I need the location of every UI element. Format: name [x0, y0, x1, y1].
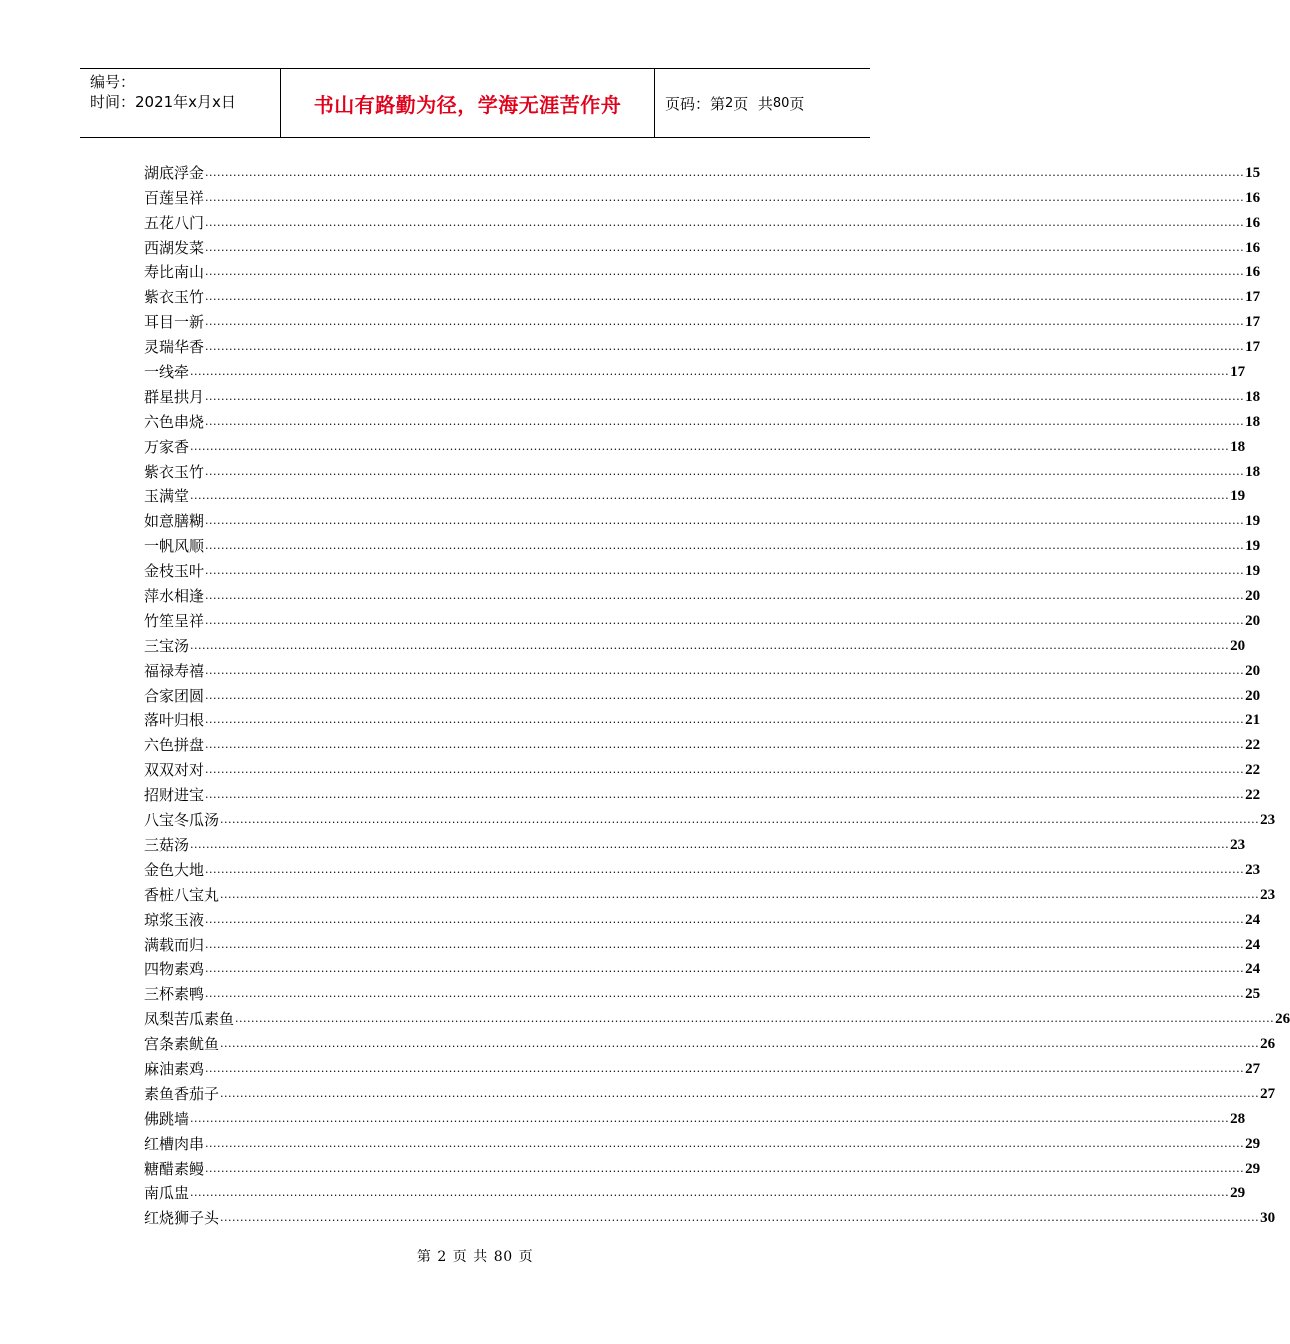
- toc-entry-page: 23: [1245, 861, 1261, 878]
- toc-dot-leader: ....................................................................................................................................................................................................................................................................: [205, 539, 1245, 553]
- toc-entry-title: 三菇汤: [144, 835, 190, 854]
- toc-entry[interactable]: [144, 980, 1261, 1005]
- footer-total-label: 共: [473, 1249, 488, 1265]
- toc-entry-page: 19: [1230, 488, 1246, 505]
- toc-entry-title: 金色大地: [144, 860, 205, 879]
- toc-entry-title: 一帆风顺: [144, 537, 205, 556]
- toc-entry[interactable]: [144, 931, 1261, 956]
- toc-entry-title: 宫条素鱿鱼: [144, 1035, 220, 1054]
- toc-entry-title: 竹笙呈祥: [144, 611, 205, 630]
- toc-entry-page: 23: [1230, 836, 1246, 853]
- toc-entry-title: 素鱼香茄子: [144, 1084, 220, 1103]
- toc-dot-leader: ....................................................................................................................................................................................................................................................................: [205, 688, 1245, 702]
- toc-entry-title: 麻油素鸡: [144, 1059, 205, 1078]
- toc-dot-leader: ....................................................................................................................................................................................................................................................................: [205, 165, 1245, 179]
- toc-entry-page: 23: [1260, 812, 1276, 829]
- toc-entry-page: 18: [1245, 463, 1261, 480]
- footer-suffix: 页: [518, 1249, 534, 1265]
- toc-entry-page: 16: [1245, 214, 1261, 231]
- toc-dot-leader: ....................................................................................................................................................................................................................................................................: [205, 912, 1245, 926]
- toc-entry[interactable]: [144, 408, 1261, 433]
- toc-entry[interactable]: [144, 1055, 1261, 1080]
- toc-entry-page: 21: [1245, 712, 1261, 729]
- footer-page-number: 2: [437, 1249, 447, 1265]
- toc-entry-title: 群星拱月: [144, 387, 205, 406]
- toc-dot-leader: ....................................................................................................................................................................................................................................................................: [205, 190, 1245, 204]
- toc-dot-leader: ....................................................................................................................................................................................................................................................................: [205, 788, 1245, 802]
- toc-dot-leader: ....................................................................................................................................................................................................................................................................: [205, 215, 1245, 229]
- toc-entry-title: 金枝玉叶: [144, 562, 205, 581]
- toc-dot-leader: ....................................................................................................................................................................................................................................................................: [205, 1161, 1245, 1175]
- toc-entry-page: 29: [1245, 1135, 1261, 1152]
- toc-entry-page: 19: [1245, 538, 1261, 555]
- header-page-mid: 页 共: [733, 94, 773, 113]
- toc-entry[interactable]: [144, 483, 1246, 508]
- toc-entry-page: 20: [1245, 588, 1261, 605]
- toc-entry[interactable]: [144, 657, 1261, 682]
- toc-dot-leader: ....................................................................................................................................................................................................................................................................: [205, 564, 1245, 578]
- toc-entry-page: 27: [1260, 1085, 1276, 1102]
- toc-entry-page: 18: [1245, 388, 1261, 405]
- toc-entry-title: 紫衣玉竹: [144, 462, 205, 481]
- toc-dot-leader: ....................................................................................................................................................................................................................................................................: [220, 1086, 1260, 1100]
- toc-dot-leader: ....................................................................................................................................................................................................................................................................: [205, 1061, 1245, 1075]
- toc-entry-title: 百莲呈祥: [144, 188, 205, 207]
- toc-dot-leader: ....................................................................................................................................................................................................................................................................: [235, 1012, 1275, 1026]
- toc-entry-page: 24: [1245, 961, 1261, 978]
- toc-entry-title: 福禄寿禧: [144, 661, 205, 680]
- toc-entry-page: 28: [1230, 1110, 1246, 1127]
- toc-entry-page: 26: [1275, 1011, 1290, 1028]
- toc-entry-page: 18: [1230, 438, 1246, 455]
- toc-entry-page: 30: [1260, 1210, 1276, 1227]
- toc-entry-title: 湖底浮金: [144, 163, 205, 182]
- toc-entry[interactable]: [144, 756, 1261, 781]
- toc-dot-leader: ....................................................................................................................................................................................................................................................................: [205, 589, 1245, 603]
- toc-dot-leader: ....................................................................................................................................................................................................................................................................: [205, 464, 1245, 478]
- toc-entry-title: 香桩八宝丸: [144, 885, 220, 904]
- toc-entry-title: 寿比南山: [144, 263, 205, 282]
- toc-entry[interactable]: [144, 1155, 1261, 1180]
- toc-entry[interactable]: [144, 956, 1261, 981]
- toc-dot-leader: ....................................................................................................................................................................................................................................................................: [205, 414, 1245, 428]
- toc-entry-title: 一线牵: [144, 363, 190, 382]
- toc-dot-leader: ....................................................................................................................................................................................................................................................................: [205, 265, 1245, 279]
- header-info-cell: [80, 69, 281, 137]
- toc-dot-leader: ....................................................................................................................................................................................................................................................................: [205, 290, 1245, 304]
- header-motto: 书山有路勤为径，学海无涯苦作舟: [313, 92, 622, 117]
- toc-dot-leader: ....................................................................................................................................................................................................................................................................: [205, 987, 1245, 1001]
- header-total-pages: 80: [772, 95, 790, 111]
- toc-dot-leader: ....................................................................................................................................................................................................................................................................: [190, 1111, 1230, 1125]
- toc-entry[interactable]: [144, 582, 1261, 607]
- header-page-label: 页码：第: [665, 94, 726, 113]
- footer-total: 80: [493, 1249, 513, 1265]
- toc-entry-title: 招财进宝: [144, 786, 205, 805]
- toc-dot-leader: ....................................................................................................................................................................................................................................................................: [220, 887, 1260, 901]
- toc-entry-page: 15: [1245, 164, 1261, 181]
- toc-entry-title: 佛跳墙: [144, 1109, 190, 1128]
- page-footer: [0, 1246, 950, 1266]
- document-date-label: 时间：2021年x月x日: [90, 93, 236, 111]
- toc-entry-title: 红烧狮子头: [144, 1209, 220, 1228]
- toc-entry[interactable]: [144, 283, 1261, 308]
- toc-entry[interactable]: [144, 881, 1276, 906]
- toc-entry-page: 16: [1245, 239, 1261, 256]
- toc-entry-page: 16: [1245, 264, 1261, 281]
- toc-entry[interactable]: [144, 856, 1261, 881]
- footer-prefix: 第: [416, 1249, 432, 1265]
- toc-entry[interactable]: [144, 383, 1261, 408]
- toc-entry[interactable]: [144, 433, 1246, 458]
- toc-entry-title: 八宝冬瓜汤: [144, 811, 220, 830]
- toc-dot-leader: ....................................................................................................................................................................................................................................................................: [205, 1136, 1245, 1150]
- toc-entry[interactable]: [144, 333, 1261, 358]
- toc-entry-page: 29: [1245, 1160, 1261, 1177]
- toc-dot-leader: ....................................................................................................................................................................................................................................................................: [205, 389, 1245, 403]
- toc-entry-title: 糖醋素鳗: [144, 1159, 205, 1178]
- toc-entry-title: 玉满堂: [144, 487, 190, 506]
- toc-entry[interactable]: [144, 308, 1261, 333]
- toc-entry[interactable]: [144, 358, 1246, 383]
- toc-entry-page: 24: [1245, 911, 1261, 928]
- toc-entry[interactable]: [144, 906, 1261, 931]
- toc-entry-title: 如意膳糊: [144, 512, 205, 531]
- toc-entry-title: 满载而归: [144, 935, 205, 954]
- toc-dot-leader: ....................................................................................................................................................................................................................................................................: [190, 638, 1230, 652]
- toc-entry[interactable]: [144, 1204, 1276, 1229]
- toc-dot-leader: ....................................................................................................................................................................................................................................................................: [190, 365, 1230, 379]
- toc-entry-title: 五花八门: [144, 213, 205, 232]
- toc-entry[interactable]: [144, 1180, 1246, 1205]
- toc-entry[interactable]: [144, 607, 1261, 632]
- toc-entry-page: 20: [1245, 687, 1261, 704]
- toc-entry-title: 灵瑞华香: [144, 338, 205, 357]
- toc-entry-page: 25: [1245, 986, 1261, 1003]
- toc-entry-title: 西湖发菜: [144, 238, 205, 257]
- toc-dot-leader: ....................................................................................................................................................................................................................................................................: [190, 837, 1230, 851]
- toc-entry-page: 22: [1245, 762, 1261, 779]
- toc-entry-page: 24: [1245, 936, 1261, 953]
- toc-entry-title: 三宝汤: [144, 636, 190, 655]
- toc-entry[interactable]: [144, 1005, 1290, 1030]
- toc-entry[interactable]: [144, 632, 1246, 657]
- toc-entry-title: 六色串烧: [144, 412, 205, 431]
- toc-entry-title: 合家团圆: [144, 686, 205, 705]
- toc-entry-title: 万家香: [144, 437, 190, 456]
- toc-dot-leader: ....................................................................................................................................................................................................................................................................: [190, 1186, 1230, 1200]
- toc-entry-page: 19: [1245, 563, 1261, 580]
- toc-dot-leader: ....................................................................................................................................................................................................................................................................: [190, 489, 1230, 503]
- toc-entry-title: 四物素鸡: [144, 960, 205, 979]
- toc-entry[interactable]: [144, 209, 1261, 234]
- header-motto-cell: [281, 69, 655, 137]
- toc-entry[interactable]: [144, 781, 1261, 806]
- toc-entry-page: 20: [1230, 637, 1246, 654]
- toc-entry-page: 16: [1245, 189, 1261, 206]
- header-page-cell: [655, 69, 870, 137]
- toc-entry-page: 22: [1245, 737, 1261, 754]
- toc-entry[interactable]: [144, 557, 1261, 582]
- toc-entry-page: 17: [1245, 289, 1261, 306]
- header-page-end: 页: [789, 94, 805, 113]
- toc-dot-leader: ....................................................................................................................................................................................................................................................................: [205, 240, 1245, 254]
- toc-entry-title: 耳目一新: [144, 313, 205, 332]
- toc-entry[interactable]: [144, 184, 1261, 209]
- toc-entry-title: 落叶归根: [144, 711, 205, 730]
- toc-entry-page: 27: [1245, 1060, 1261, 1077]
- toc-dot-leader: ....................................................................................................................................................................................................................................................................: [205, 937, 1245, 951]
- footer-mid: 页: [452, 1249, 468, 1265]
- toc-entry-page: 17: [1245, 314, 1261, 331]
- toc-entry-page: 29: [1230, 1185, 1246, 1202]
- toc-dot-leader: ....................................................................................................................................................................................................................................................................: [220, 1037, 1260, 1051]
- toc-entry[interactable]: [144, 1105, 1246, 1130]
- toc-entry-title: 凤梨苦瓜素鱼: [144, 1010, 235, 1029]
- toc-entry-title: 琼浆玉液: [144, 910, 205, 929]
- toc-dot-leader: ....................................................................................................................................................................................................................................................................: [205, 713, 1245, 727]
- toc-entry[interactable]: [144, 507, 1261, 532]
- toc-dot-leader: ....................................................................................................................................................................................................................................................................: [205, 862, 1245, 876]
- toc-entry-title: 双双对对: [144, 761, 205, 780]
- document-number-label: 编号：: [90, 73, 136, 91]
- toc-entry-page: 17: [1245, 339, 1261, 356]
- toc-entry-page: 20: [1245, 662, 1261, 679]
- toc-entry-page: 23: [1260, 886, 1276, 903]
- toc-entry[interactable]: [144, 1130, 1261, 1155]
- toc-dot-leader: ....................................................................................................................................................................................................................................................................: [205, 763, 1245, 777]
- toc-entry[interactable]: [144, 1030, 1276, 1055]
- toc-entry[interactable]: [144, 159, 1261, 184]
- toc-entry[interactable]: [144, 831, 1246, 856]
- toc-entry[interactable]: [144, 682, 1261, 707]
- toc-entry-page: 22: [1245, 787, 1261, 804]
- toc-dot-leader: ....................................................................................................................................................................................................................................................................: [205, 738, 1245, 752]
- toc-entry[interactable]: [144, 259, 1261, 284]
- toc-entry[interactable]: [144, 1080, 1276, 1105]
- toc-dot-leader: ....................................................................................................................................................................................................................................................................: [205, 962, 1245, 976]
- toc-entry-page: 26: [1260, 1036, 1276, 1053]
- header-page-number: 2: [725, 95, 734, 111]
- toc-entry[interactable]: [144, 532, 1261, 557]
- toc-entry-title: 六色拼盘: [144, 736, 205, 755]
- toc-entry-title: 三杯素鸭: [144, 985, 205, 1004]
- toc-entry[interactable]: [144, 234, 1261, 259]
- toc-entry[interactable]: [144, 707, 1261, 732]
- toc-dot-leader: ....................................................................................................................................................................................................................................................................: [205, 315, 1245, 329]
- toc-dot-leader: ....................................................................................................................................................................................................................................................................: [205, 340, 1245, 354]
- toc-entry-title: 紫衣玉竹: [144, 288, 205, 307]
- toc-entry-page: 20: [1245, 612, 1261, 629]
- toc-dot-leader: ....................................................................................................................................................................................................................................................................: [220, 1211, 1260, 1225]
- toc-dot-leader: ....................................................................................................................................................................................................................................................................: [205, 663, 1245, 677]
- toc-entry[interactable]: [144, 806, 1276, 831]
- page-header: [80, 68, 870, 138]
- table-of-contents: [144, 159, 1290, 1229]
- toc-entry-page: 17: [1230, 364, 1246, 381]
- toc-dot-leader: ....................................................................................................................................................................................................................................................................: [190, 439, 1230, 453]
- toc-entry-page: 19: [1245, 513, 1261, 530]
- toc-entry-title: 红槽肉串: [144, 1134, 205, 1153]
- toc-entry-title: 萍水相逢: [144, 587, 205, 606]
- toc-entry[interactable]: [144, 731, 1261, 756]
- toc-dot-leader: ....................................................................................................................................................................................................................................................................: [205, 514, 1245, 528]
- toc-dot-leader: ....................................................................................................................................................................................................................................................................: [205, 613, 1245, 627]
- toc-entry-page: 18: [1245, 413, 1261, 430]
- toc-dot-leader: ....................................................................................................................................................................................................................................................................: [220, 813, 1260, 827]
- toc-entry-title: 南瓜盅: [144, 1184, 190, 1203]
- toc-entry[interactable]: [144, 458, 1261, 483]
